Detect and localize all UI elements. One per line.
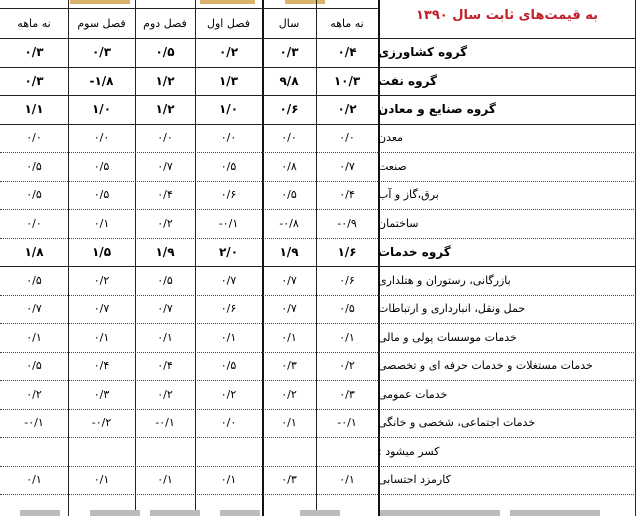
table-cell: ۰/۰	[220, 131, 237, 145]
table-cell: ۰/۴	[157, 359, 173, 373]
table-cell: ۰/۵	[155, 45, 175, 60]
table-cell: ۰/۵	[93, 159, 110, 173]
table-cell: -۰/۱	[337, 416, 357, 430]
table-cell: ۰/۲	[337, 102, 357, 117]
table-cell: ۰/۱	[281, 416, 297, 430]
table-cell: ۰/۳	[279, 45, 299, 60]
table-cell: -۰/۱	[218, 216, 239, 230]
table-cell: ۰/۰	[26, 216, 42, 230]
table-cell: ۰/۱	[339, 473, 355, 487]
table-cell: -۰/۱	[155, 416, 175, 430]
table-cell: ۰/۰	[220, 416, 237, 430]
table-cell	[262, 437, 316, 466]
table-cell: ۱/۲	[155, 102, 175, 117]
table-cell: ۰/۵	[26, 359, 42, 373]
table-cell: ۱۰/۳	[333, 73, 361, 88]
table-cell: ۰/۱	[220, 473, 237, 487]
column-header: فصل اول	[207, 16, 250, 30]
table-cell: ۱/۱	[24, 102, 44, 117]
table-cell: ۰/۱	[26, 473, 42, 487]
table-cell: ۰/۲	[339, 359, 355, 373]
table-cell: ۰/۲	[218, 45, 239, 60]
table-cell: ۰/۲	[93, 273, 110, 287]
group-label: گروه صنایع و معادن	[378, 102, 496, 117]
table-cell: ۰/۳	[93, 387, 110, 401]
table-cell: ۰/۵	[220, 359, 237, 373]
row-label: خدمات عمومی	[378, 387, 448, 401]
table-cell: ۰/۷	[220, 273, 237, 287]
table-cell: ۰/۷	[281, 302, 297, 316]
table-cell: ۰/۱	[220, 330, 237, 344]
table-cell: ۰/۱	[26, 330, 42, 344]
table-cell: ۰/۶	[339, 273, 355, 287]
table-cell: ۰/۷	[281, 273, 297, 287]
cropped-row-fragment	[220, 510, 260, 516]
table-cell: ۰/۳	[91, 45, 112, 60]
table-cell: ۰/۳	[24, 73, 44, 88]
table-cell: ۰/۳	[339, 387, 355, 401]
table-cell: ۰/۶	[220, 302, 237, 316]
table-cell: ۰/۴	[157, 188, 173, 202]
table-cell: ۹/۸	[279, 73, 299, 88]
table-cell: ۰/۷	[26, 302, 42, 316]
table-cell: ۰/۷	[157, 159, 173, 173]
table-cell: ۰/۱	[281, 330, 297, 344]
table-cell: ۱/۰	[218, 102, 239, 117]
row-label: بازرگانی، رستوران و هتلداری	[378, 273, 511, 287]
row-label: کارمزد احتسابی	[378, 473, 451, 487]
table-cell: ۰/۱	[339, 330, 355, 344]
table-cell	[0, 437, 68, 466]
table-cell: -۰/۸	[279, 216, 299, 230]
row-label: خدمات اجتماعی، شخصی و خانگی	[378, 416, 536, 430]
cropped-row-fragment	[510, 510, 600, 516]
table-cell: ۰/۶	[220, 188, 237, 202]
table-cell: ۰/۵	[281, 188, 297, 202]
table-cell: ۰/۰	[281, 131, 297, 145]
table-cell: ۱/۶	[337, 244, 357, 259]
column-header: فصل سوم	[77, 16, 126, 30]
table-cell: -۱/۸	[89, 73, 114, 88]
table-cell: ۱/۰	[91, 102, 112, 117]
table-cell: ۰/۲	[157, 216, 173, 230]
row-label: خدمات مستغلات و خدمات حرفه ای و تخصصی	[378, 359, 593, 373]
row-label: کسر میشود :	[378, 444, 440, 458]
table-cell: ۱/۵	[91, 244, 112, 259]
row-label: خدمات موسسات پولی و مالی	[378, 330, 517, 344]
table-cell: ۱/۹	[279, 244, 299, 259]
table-cell: ۲/۰	[218, 244, 239, 259]
table-cell: ۰/۵	[26, 188, 42, 202]
table-cell: ۰/۱	[93, 330, 110, 344]
table-cell: ۱/۳	[218, 73, 239, 88]
table-cell: ۰/۱	[93, 216, 110, 230]
table-cell: ۰/۷	[339, 159, 355, 173]
table-cell: ۰/۳	[24, 45, 44, 60]
group-label: گروه نفت	[378, 73, 438, 88]
table-cell: ۰/۷	[157, 302, 173, 316]
table-cell: ۰/۵	[26, 273, 42, 287]
cropped-header-fragment	[285, 0, 325, 4]
cropped-row-fragment	[150, 510, 200, 516]
table-cell: ۰/۱	[93, 473, 110, 487]
table-cell: ۰/۲	[157, 387, 173, 401]
table-cell	[195, 437, 262, 466]
table-cell: ۰/۰	[157, 131, 173, 145]
table-cell: ۰/۴	[337, 45, 357, 60]
table-cell: ۰/۵	[26, 159, 42, 173]
table-cell: ۰/۵	[93, 188, 110, 202]
table-title: به قیمت‌های ثابت سال ۱۳۹۰	[415, 7, 599, 23]
cropped-header-fragment	[70, 0, 130, 4]
column-header: سال	[278, 16, 300, 30]
cropped-row-fragment	[20, 510, 60, 516]
cropped-header-fragment	[200, 0, 255, 4]
table-cell	[316, 437, 378, 466]
table-cell: ۰/۶	[279, 102, 299, 117]
table-cell: ۰/۲	[26, 387, 42, 401]
table-cell: ۱/۹	[155, 244, 175, 259]
group-label: گروه خدمات	[378, 244, 451, 259]
table-cell: ۰/۳	[281, 473, 297, 487]
table-cell	[68, 437, 135, 466]
table-cell: ۰/۴	[93, 359, 110, 373]
table-cell: -۰/۲	[91, 416, 112, 430]
table-cell: ۰/۳	[281, 359, 297, 373]
table-cell: -۰/۹	[337, 216, 357, 230]
group-label: گروه کشاورزی	[378, 45, 468, 60]
table-cell: ۰/۵	[220, 159, 237, 173]
table-cell: ۰/۲	[281, 387, 297, 401]
column-header: نه ماهه	[17, 16, 51, 30]
table-cell: ۱/۲	[155, 73, 175, 88]
row-label: صنعت	[378, 159, 407, 173]
table-cell: ۰/۸	[281, 159, 297, 173]
column-header: نه ماهه	[330, 16, 364, 30]
table-cell: ۰/۰	[93, 131, 110, 145]
table-cell: ۰/۱	[157, 473, 173, 487]
table-cell: ۰/۵	[157, 273, 173, 287]
table-cell: ۰/۵	[339, 302, 355, 316]
table-cell: ۰/۷	[93, 302, 110, 316]
column-header: فصل دوم	[143, 16, 187, 30]
table-cell: ۰/۱	[157, 330, 173, 344]
table-cell: ۰/۴	[339, 188, 355, 202]
table-cell: ۰/۰	[339, 131, 355, 145]
table-cell: ۰/۲	[220, 387, 237, 401]
table-cell: -۰/۱	[24, 416, 44, 430]
cropped-row-fragment	[300, 510, 340, 516]
table-cell: ۱/۸	[24, 244, 44, 259]
row-label: ساختمان	[378, 216, 419, 230]
table-cell	[135, 437, 195, 466]
cropped-row-fragment	[90, 510, 140, 516]
table-cell: ۰/۰	[26, 131, 42, 145]
row-label: معدن	[378, 131, 404, 145]
row-label: حمل ونقل، انبارداری و ارتباطات	[378, 302, 526, 316]
row-divider	[0, 494, 636, 495]
row-label: برق،گاز و آب	[378, 188, 439, 202]
cropped-row-fragment	[380, 510, 500, 516]
